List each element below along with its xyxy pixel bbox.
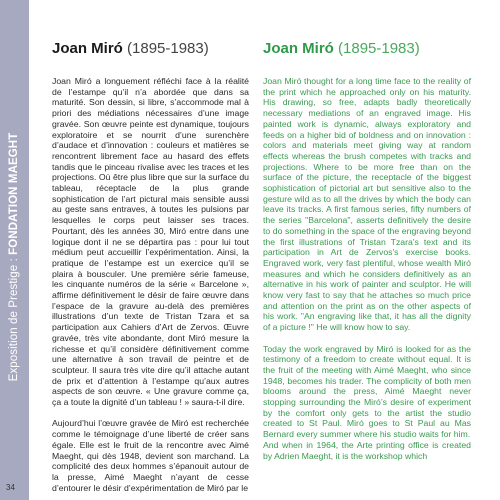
english-paragraph: Joan Miró thought for a long time face to the reality of the print which he approached only on his maturity. His drawing, so free, adapts badly theoretically necessary mediations of an engraved image. His painted work is dynamic, always exploratory and feeds on a higher bid of boldness and on innovation : colors and materials meet giving way at random effects whereas the brush competes with tracks and projections. Where to be more free than on the surface of the picture, the receptacle of the biggest sophistication of pictorial art but sensitive also to the gesture wild as to all the drives by which the body can leave its tracks. A first famous series, fifty numbers of the series "Barcelona", asserts definitively the desire to do something in the space of the engraving beyond the first illustrations of Tristan Tzara's text and its participation in Art de Zervos's exercise books. Engraved work, very fast plentiful, whose wealth Miró measures and which he considers definitively as an alternative in his work of painter and sculptor. He will know very fast to say that he attaches so much price and attention on the print as on the other aspects of his work. "An engraving like that, it has all the dignity of a picture !" He will know how to say. [263, 76, 471, 333]
english-heading-name: Joan Miró [263, 40, 334, 57]
page-number: 34 [6, 483, 15, 492]
french-heading-dates: (1895-1983) [127, 40, 209, 57]
french-heading-name: Joan Miró [52, 40, 123, 57]
english-heading-dates: (1895-1983) [338, 40, 420, 57]
sidebar-title-bold: FONDATION MAEGHT [8, 132, 20, 255]
english-paragraph: Today the work engraved by Miró is looked for as the testimony of a freedom to create without equal. It is the fruit of the meeting with Aimé Maeght, who since 1948, becomes his trader. The complicity of both men blooms around the press, Aimé Maeght never stopping surrounding the Miró’s desire of experiment by the comfort only gets to the artist the studio created to St Paul. Miró goes to St Paul au Mas Bernard every summer where his studio waits for him. And when in 1964, the Arte printing office is created by Adrien Maeght, it is the workshop which [263, 343, 471, 461]
sidebar-band [0, 0, 29, 500]
french-body [52, 76, 249, 493]
sidebar-title-regular: Exposition de Prestige : [8, 254, 20, 382]
english-heading [263, 40, 420, 58]
sidebar-title [8, 133, 20, 382]
french-paragraph: Aujourd’hui l’œuvre gravée de Miró est recherchée comme le témoignage d’une liberté de créer sans égale. Elle est le fruit de la rencontre avec Aimé Maeght, qui dès 1948, devient son marchand. La complicité des deux hommes s’épanouit autour de la presse, Aimé Maeght n’ayant de cesse d’entourer le désir d’expérimentation de Miró par le [52, 418, 249, 493]
french-paragraph: Joan Miró a longuement réfléchi face à la réalité de l’estampe qu’il n’a abordée que dans sa maturité. Son dessin, si libre, s’accommode mal à priori des médiations nécessaires d’une image gravée. Son œuvre peinte est dynamique, toujours exploratoire et se nourrit d’une surenchère d’audace et d’innovation : couleurs et matières se rencontrent librement face au hasard des effets tandis que le pinceau rivalise avec les traces et les projections. Où être plus libre que sur la surface du tableau, réceptacle de la plus grande sophistication de l’art pictural mais sensible aussi au geste sans entraves, à toutes les pulsions par lesquelles le corps peut laisser ses traces. Pourtant, dès les années 30, Miró entre dans une logique dont il ne se départira pas : pour lui tout médium peut accueillir l’expérimentation. Ainsi, la pratique de l’estampe est un exercice qu’il se plaira à bousculer. Une première série fameuse, les cinquante numéros de la série « Barcelone », affirme définitivement le désir de faire œuvre dans l’espace de la gravure au-delà des premières illustrations d’un texte de Tristan Tzara et sa participation aux Cahiers d’Art de Zervos. Œuvre gravée, très vite abondante, dont Miró mesure la richesse et qu’il considère définitivement comme une alternative à son travail de peintre et de sculpteur. Il saura très vite dire qu’il attache autant de prix et d’attention à l’estampe qu’aux autres aspects de son œuvre. « Une gravure comme ça, ça a toute la dignité d’un tableau ! » saura-t-il dire. [52, 76, 249, 408]
english-body [263, 76, 471, 461]
french-heading [52, 40, 209, 58]
